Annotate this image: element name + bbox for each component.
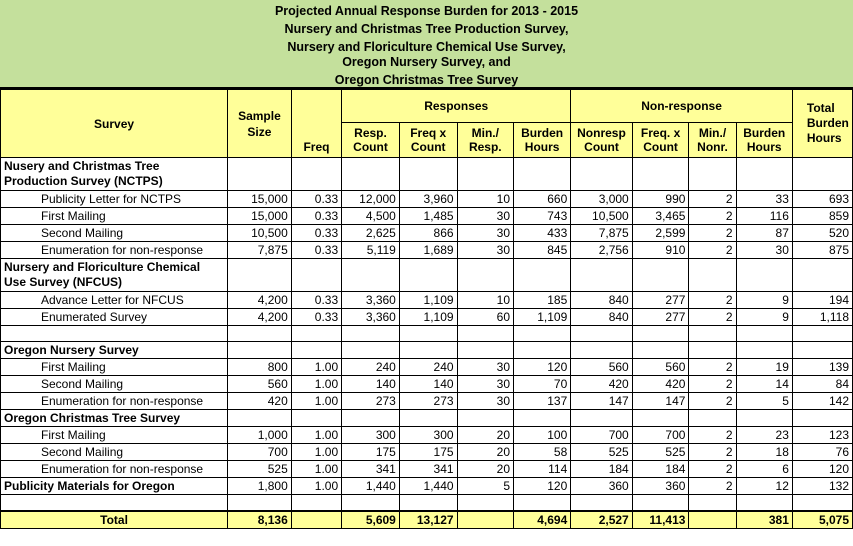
table-cell xyxy=(736,495,792,511)
table-cell: 12 xyxy=(736,478,792,495)
total-cell: 4,694 xyxy=(514,511,571,529)
table-cell: 3,360 xyxy=(342,309,400,326)
table-cell: 9 xyxy=(736,292,792,309)
table-cell: 76 xyxy=(792,444,852,461)
header-resp-count: Resp. Count xyxy=(342,123,400,158)
table-cell: 30 xyxy=(457,376,513,393)
title-line: Oregon Christmas Tree Survey xyxy=(334,73,519,87)
table-row xyxy=(1,225,853,242)
blank-row xyxy=(1,495,853,511)
table-cell: 185 xyxy=(514,292,571,309)
table-cell: 341 xyxy=(399,461,457,478)
table-cell: 3,360 xyxy=(342,292,400,309)
table-cell xyxy=(571,326,632,342)
table-cell xyxy=(736,158,792,191)
table-cell xyxy=(792,342,852,359)
table-cell: 990 xyxy=(632,191,689,208)
table-cell xyxy=(571,342,632,359)
table-cell xyxy=(228,326,292,342)
table-cell: 30 xyxy=(457,359,513,376)
table-cell: 15,000 xyxy=(228,191,292,208)
header-responses: Responses xyxy=(342,90,571,123)
row-label: Second Mailing xyxy=(1,225,228,242)
table-cell: 120 xyxy=(792,461,852,478)
table-cell xyxy=(228,158,292,191)
table-cell: 0.33 xyxy=(291,309,341,326)
row-label: Enumerated Survey xyxy=(1,309,228,326)
table-cell: 1,109 xyxy=(399,292,457,309)
table-cell: 525 xyxy=(632,444,689,461)
table-cell: 2 xyxy=(689,292,736,309)
table-cell: 184 xyxy=(632,461,689,478)
table-cell: 142 xyxy=(792,393,852,410)
table-cell xyxy=(632,410,689,427)
table-cell xyxy=(291,158,341,191)
table-cell: 3,465 xyxy=(632,208,689,225)
row-label: Oregon Nursery Survey xyxy=(1,342,228,359)
table-cell xyxy=(689,410,736,427)
table-cell xyxy=(736,410,792,427)
header-freq: Freq xyxy=(291,90,341,158)
total-cell xyxy=(689,511,736,529)
table-row xyxy=(1,292,853,309)
table-cell: 420 xyxy=(632,376,689,393)
table-cell: 1,118 xyxy=(792,309,852,326)
table-cell xyxy=(514,342,571,359)
table-cell: 0.33 xyxy=(291,242,341,259)
header-min-nonr: Min./ Nonr. xyxy=(689,123,736,158)
table-cell: 341 xyxy=(342,461,400,478)
table-cell xyxy=(342,326,400,342)
table-cell: 360 xyxy=(571,478,632,495)
table-row xyxy=(1,191,853,208)
table-cell: 875 xyxy=(792,242,852,259)
table-cell: 2 xyxy=(689,444,736,461)
table-cell xyxy=(457,342,513,359)
table-cell xyxy=(571,158,632,191)
table-cell xyxy=(689,259,736,292)
table-cell: 1.00 xyxy=(291,376,341,393)
header-min-resp: Min./ Resp. xyxy=(457,123,513,158)
table-cell: 700 xyxy=(228,444,292,461)
total-cell: 5,609 xyxy=(342,511,400,529)
table-cell: 5 xyxy=(457,478,513,495)
table-cell: 140 xyxy=(399,376,457,393)
table-cell xyxy=(228,342,292,359)
table-cell xyxy=(736,342,792,359)
table-cell: 1.00 xyxy=(291,427,341,444)
row-label: Publicity Materials for Oregon xyxy=(1,478,228,495)
table-row xyxy=(1,208,853,225)
table-cell: 859 xyxy=(792,208,852,225)
table-cell: 0.33 xyxy=(291,191,341,208)
table-cell xyxy=(291,326,341,342)
table-cell xyxy=(457,259,513,292)
table-cell: 1.00 xyxy=(291,359,341,376)
table-cell xyxy=(514,259,571,292)
table-cell: 10,500 xyxy=(228,225,292,242)
table-cell: 700 xyxy=(632,427,689,444)
row-label: Enumeration for non-response xyxy=(1,393,228,410)
table-cell xyxy=(571,259,632,292)
table-cell: 20 xyxy=(457,444,513,461)
header-sample-size: Sample Size xyxy=(228,90,292,158)
table-cell: 120 xyxy=(514,359,571,376)
table-cell: 1,440 xyxy=(399,478,457,495)
table-cell xyxy=(689,342,736,359)
section-header-row xyxy=(1,158,853,191)
total-cell: 8,136 xyxy=(228,511,292,529)
table-cell: 19 xyxy=(736,359,792,376)
table-row xyxy=(1,376,853,393)
table-cell xyxy=(571,410,632,427)
table-cell xyxy=(457,410,513,427)
header-burden-hours-nr: Burden Hours xyxy=(736,123,792,158)
table-row xyxy=(1,461,853,478)
table-cell: 20 xyxy=(457,427,513,444)
header-total-burden: Total Burden Hours xyxy=(792,90,852,158)
total-label: Total xyxy=(1,511,228,529)
table-cell: 7,875 xyxy=(228,242,292,259)
table-cell xyxy=(632,326,689,342)
table-cell: 184 xyxy=(571,461,632,478)
row-label: Advance Letter for NFCUS xyxy=(1,292,228,309)
header-survey: Survey xyxy=(1,90,228,158)
table-cell: 840 xyxy=(571,292,632,309)
table-cell: 560 xyxy=(632,359,689,376)
total-cell: 2,527 xyxy=(571,511,632,529)
table-cell: 1,440 xyxy=(342,478,400,495)
table-cell: 60 xyxy=(457,309,513,326)
table-cell: 2 xyxy=(689,359,736,376)
total-row xyxy=(1,511,853,529)
table-cell: 139 xyxy=(792,359,852,376)
table-cell: 12,000 xyxy=(342,191,400,208)
table-cell: 1.00 xyxy=(291,393,341,410)
table-cell xyxy=(342,495,400,511)
table-cell xyxy=(399,326,457,342)
table-row xyxy=(1,309,853,326)
total-cell: 5,075 xyxy=(792,511,852,529)
table-cell xyxy=(399,259,457,292)
table-cell: 30 xyxy=(457,242,513,259)
table-row xyxy=(1,478,853,495)
table-cell: 866 xyxy=(399,225,457,242)
table-cell: 1,485 xyxy=(399,208,457,225)
table-cell: 0.33 xyxy=(291,292,341,309)
table-cell: 525 xyxy=(571,444,632,461)
table-cell: 116 xyxy=(736,208,792,225)
row-label xyxy=(1,326,228,342)
table-cell xyxy=(792,410,852,427)
table-cell: 2,756 xyxy=(571,242,632,259)
table-cell xyxy=(399,410,457,427)
table-cell xyxy=(792,495,852,511)
title-line: Nursery and Floriculture Chemical Use Survey, xyxy=(287,40,566,54)
table-cell: 2,625 xyxy=(342,225,400,242)
section-header-row xyxy=(1,410,853,427)
table-title-banner xyxy=(0,0,853,89)
table-cell: 433 xyxy=(514,225,571,242)
table-cell xyxy=(228,259,292,292)
row-label: First Mailing xyxy=(1,359,228,376)
header-freq-x-count-nr: Freq. x Count xyxy=(632,123,689,158)
table-cell xyxy=(632,259,689,292)
total-cell: 11,413 xyxy=(632,511,689,529)
table-cell: 147 xyxy=(571,393,632,410)
row-label: Enumeration for non-response xyxy=(1,242,228,259)
table-cell xyxy=(792,259,852,292)
title-line: Projected Annual Response Burden for 2013 - 2015 xyxy=(274,4,579,18)
table-cell: 14 xyxy=(736,376,792,393)
table-cell xyxy=(632,495,689,511)
table-cell xyxy=(291,495,341,511)
table-cell: 240 xyxy=(342,359,400,376)
table-cell xyxy=(457,158,513,191)
table-cell: 1,800 xyxy=(228,478,292,495)
table-cell: 4,200 xyxy=(228,292,292,309)
table-cell: 30 xyxy=(457,225,513,242)
table-cell: 10 xyxy=(457,191,513,208)
table-cell: 2 xyxy=(689,461,736,478)
row-label: First Mailing xyxy=(1,208,228,225)
table-cell: 2 xyxy=(689,478,736,495)
table-cell: 660 xyxy=(514,191,571,208)
total-cell: 381 xyxy=(736,511,792,529)
table-row xyxy=(1,427,853,444)
table-cell: 147 xyxy=(632,393,689,410)
table-cell xyxy=(228,495,292,511)
table-cell xyxy=(399,158,457,191)
table-cell xyxy=(792,158,852,191)
table-cell: 84 xyxy=(792,376,852,393)
table-cell: 3,000 xyxy=(571,191,632,208)
table-cell xyxy=(514,495,571,511)
table-cell xyxy=(632,158,689,191)
table-cell xyxy=(514,326,571,342)
table-cell: 360 xyxy=(632,478,689,495)
table-cell xyxy=(792,326,852,342)
table-cell: 10 xyxy=(457,292,513,309)
table-row xyxy=(1,393,853,410)
row-label: Nursery and Floriculture Chemical Use Survey (NFCUS) xyxy=(1,259,228,292)
table-cell: 273 xyxy=(399,393,457,410)
table-cell xyxy=(736,259,792,292)
table-cell: 800 xyxy=(228,359,292,376)
table-cell: 132 xyxy=(792,478,852,495)
table-cell xyxy=(291,342,341,359)
table-cell: 2 xyxy=(689,427,736,444)
table-cell xyxy=(457,326,513,342)
table-cell: 0.33 xyxy=(291,225,341,242)
table-cell: 700 xyxy=(571,427,632,444)
title-line: Nursery and Christmas Tree Production Survey, xyxy=(284,22,569,36)
table-cell: 560 xyxy=(228,376,292,393)
table-cell: 20 xyxy=(457,461,513,478)
table-cell: 4,500 xyxy=(342,208,400,225)
table-cell: 300 xyxy=(342,427,400,444)
table-cell: 120 xyxy=(514,478,571,495)
blank-row xyxy=(1,326,853,342)
table-cell xyxy=(291,410,341,427)
table-cell: 2 xyxy=(689,242,736,259)
table-cell: 240 xyxy=(399,359,457,376)
table-row xyxy=(1,444,853,461)
table-cell xyxy=(514,410,571,427)
table-cell: 1.00 xyxy=(291,444,341,461)
table-cell xyxy=(342,158,400,191)
table-cell: 693 xyxy=(792,191,852,208)
row-label: Publicity Letter for NCTPS xyxy=(1,191,228,208)
table-cell: 845 xyxy=(514,242,571,259)
row-label: Second Mailing xyxy=(1,444,228,461)
table-cell xyxy=(399,342,457,359)
table-cell xyxy=(689,326,736,342)
table-cell: 23 xyxy=(736,427,792,444)
table-cell: 114 xyxy=(514,461,571,478)
table-row xyxy=(1,359,853,376)
table-cell: 277 xyxy=(632,292,689,309)
table-cell xyxy=(457,495,513,511)
header-burden-hours: Burden Hours xyxy=(514,123,571,158)
table-cell: 743 xyxy=(514,208,571,225)
section-header-row xyxy=(1,259,853,292)
table-cell: 2 xyxy=(689,309,736,326)
table-cell xyxy=(571,495,632,511)
table-cell: 100 xyxy=(514,427,571,444)
row-label: Oregon Christmas Tree Survey xyxy=(1,410,228,427)
table-cell xyxy=(291,259,341,292)
table-cell: 910 xyxy=(632,242,689,259)
table-cell xyxy=(632,342,689,359)
table-cell xyxy=(689,158,736,191)
table-cell: 1,689 xyxy=(399,242,457,259)
table-cell: 10,500 xyxy=(571,208,632,225)
table-cell xyxy=(689,495,736,511)
table-cell xyxy=(736,326,792,342)
table-cell xyxy=(228,410,292,427)
table-cell: 2 xyxy=(689,225,736,242)
header-freq-x-count: Freq x Count xyxy=(399,123,457,158)
table-cell: 33 xyxy=(736,191,792,208)
table-cell: 1,000 xyxy=(228,427,292,444)
header-nonresponse: Non-response xyxy=(571,90,793,123)
table-cell: 30 xyxy=(457,208,513,225)
row-label: Enumeration for non-response xyxy=(1,461,228,478)
table-cell: 18 xyxy=(736,444,792,461)
table-cell xyxy=(514,158,571,191)
table-cell: 560 xyxy=(571,359,632,376)
table-cell: 5,119 xyxy=(342,242,400,259)
table-cell: 420 xyxy=(571,376,632,393)
table-cell: 30 xyxy=(736,242,792,259)
section-header-row xyxy=(1,342,853,359)
table-cell: 520 xyxy=(792,225,852,242)
row-label: Nusery and Christmas Tree Production Survey (NCTPS) xyxy=(1,158,228,191)
table-cell: 6 xyxy=(736,461,792,478)
row-label: First Mailing xyxy=(1,427,228,444)
table-cell: 9 xyxy=(736,309,792,326)
table-cell: 1,109 xyxy=(399,309,457,326)
table-cell: 123 xyxy=(792,427,852,444)
table-cell: 2 xyxy=(689,393,736,410)
total-cell: 13,127 xyxy=(399,511,457,529)
table-cell: 2,599 xyxy=(632,225,689,242)
table-cell: 5 xyxy=(736,393,792,410)
table-cell: 525 xyxy=(228,461,292,478)
table-cell: 194 xyxy=(792,292,852,309)
row-label xyxy=(1,495,228,511)
table-cell xyxy=(399,495,457,511)
total-cell xyxy=(291,511,341,529)
table-cell: 3,960 xyxy=(399,191,457,208)
table-cell: 2 xyxy=(689,191,736,208)
table-cell xyxy=(342,259,400,292)
table-cell: 300 xyxy=(399,427,457,444)
table-cell xyxy=(342,410,400,427)
table-cell: 2 xyxy=(689,376,736,393)
table-cell: 140 xyxy=(342,376,400,393)
table-cell: 840 xyxy=(571,309,632,326)
table-cell: 58 xyxy=(514,444,571,461)
header-nonresp-count: Nonresp Count xyxy=(571,123,632,158)
burden-table xyxy=(0,89,853,529)
table-cell: 70 xyxy=(514,376,571,393)
table-cell: 30 xyxy=(457,393,513,410)
title-line: Oregon Nursery Survey, and xyxy=(342,55,511,69)
total-cell xyxy=(457,511,513,529)
table-cell: 137 xyxy=(514,393,571,410)
row-label: Second Mailing xyxy=(1,376,228,393)
table-cell: 1,109 xyxy=(514,309,571,326)
table-cell: 4,200 xyxy=(228,309,292,326)
table-cell: 87 xyxy=(736,225,792,242)
table-cell xyxy=(342,342,400,359)
table-cell: 15,000 xyxy=(228,208,292,225)
table-cell: 420 xyxy=(228,393,292,410)
table-cell: 1.00 xyxy=(291,478,341,495)
table-cell: 175 xyxy=(399,444,457,461)
table-cell: 2 xyxy=(689,208,736,225)
table-cell: 1.00 xyxy=(291,461,341,478)
table-cell: 175 xyxy=(342,444,400,461)
table-cell: 0.33 xyxy=(291,208,341,225)
table-row xyxy=(1,242,853,259)
table-cell: 7,875 xyxy=(571,225,632,242)
table-cell: 277 xyxy=(632,309,689,326)
table-cell: 273 xyxy=(342,393,400,410)
